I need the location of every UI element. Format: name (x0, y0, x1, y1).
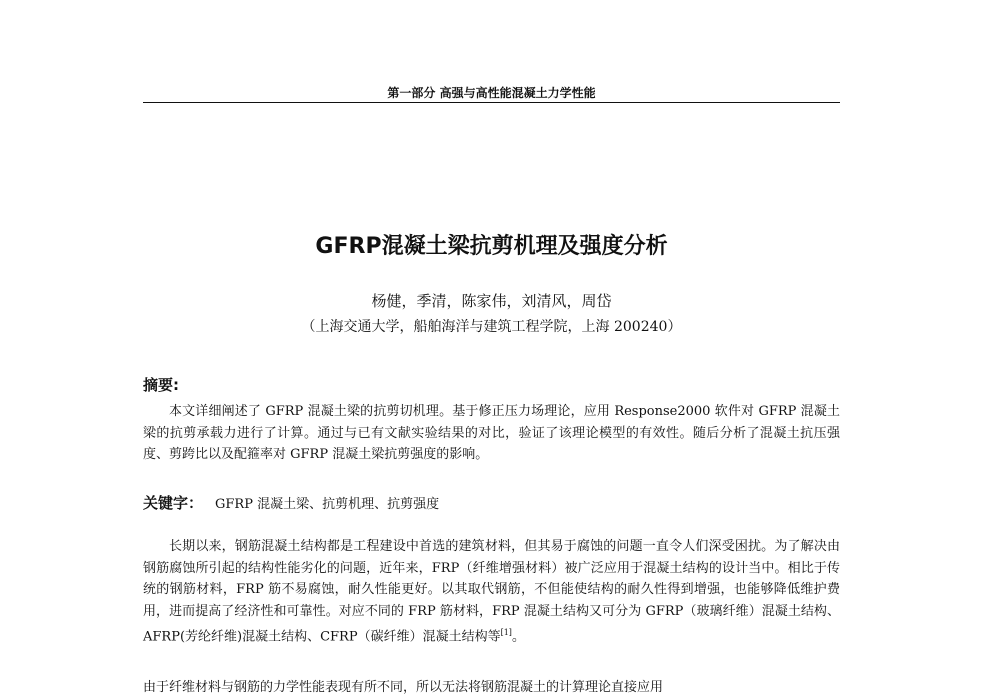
keywords-label: 关键字： (143, 494, 204, 512)
abstract-text: 本文详细阐述了 GFRP 混凝土梁的抗剪切机理。基于修正压力场理论，应用 Response2000 软件对 GFRP 混凝土梁的抗剪承载力进行了计算。通过与已有文献实验结果的对比，验证了该理论模型的有效性。随后分析了混凝土抗压强度、剪跨比以及配箍率对 GFRP 混凝土梁抗剪强度的影响。 (143, 404, 840, 462)
paper-title: GFRP混凝土梁抗剪机理及强度分析 (315, 234, 668, 259)
header-rule (143, 102, 840, 103)
abstract-heading: 摘要: (143, 376, 179, 394)
keywords-text: GFRP 混凝土梁、抗剪机理、抗剪强度 (215, 497, 440, 512)
keywords-line (143, 492, 840, 513)
body-paragraph-end: 。 (511, 629, 525, 645)
body-paragraph (143, 536, 840, 648)
citation-ref: [1] (500, 628, 512, 637)
running-header: 第一部分 高强与高性能混凝土力学性能 (387, 86, 596, 100)
authors: 杨健，季清，陈家伟，刘清风，周岱 (371, 292, 612, 310)
affiliation: （上海交通大学，船舶海洋与建筑工程学院，上海 200240） (301, 319, 682, 335)
body-paragraph-text: 长期以来，钢筋混凝土结构都是工程建设中首选的建筑材料，但其易于腐蚀的问题一直令人们深受困扰。为了解决由钢筋腐蚀所引起的结构性能劣化的问题，近年来，FRP（纤维增强材料）被广泛应用于混凝土结构的设计当中。相比于传统的钢筋材料，FRP 筋不易腐蚀，耐久性能更好。以其取代钢筋，不但能使结构的耐久性得到增强，也能够降低维护费用，进而提高了经济性和可靠性。对应不同的 FRP 筋材料，FRP 混凝土结构又可分为 GFRP（玻璃纤维）混凝土结构、AFRP(芳纶纤维)混凝土结构、CFRP（碳纤维）混凝土结构等 (143, 539, 840, 645)
body-next-line: 由于纤维材料与钢筋的力学性能表现有所不同，所以无法将钢筋混凝土的计算理论直接应用 (143, 680, 664, 695)
